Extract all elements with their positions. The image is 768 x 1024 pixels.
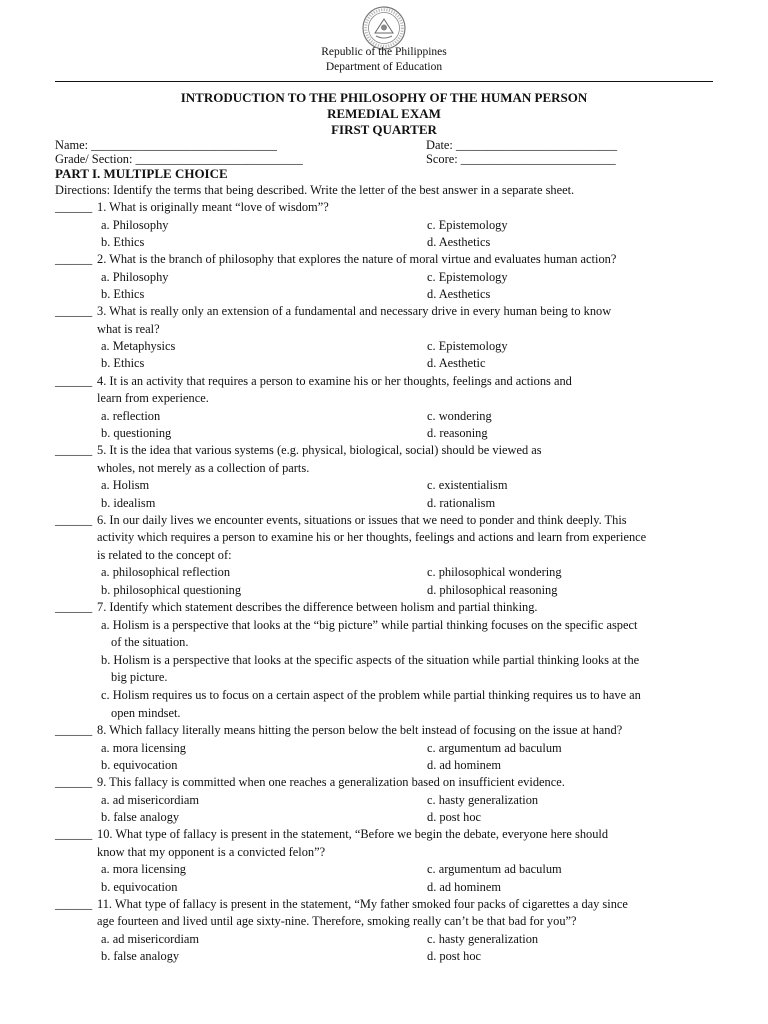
option-d: d. Aesthetics [427,234,491,249]
name-field[interactable]: Name: ______________________________ [55,138,277,152]
question-text-cont: learn from experience. [97,391,209,406]
option-c: c. hasty generalization [427,792,539,807]
option-d: d. philosophical reasoning [427,582,558,597]
option-c: c. argumentum ad baculum [427,862,562,877]
option-a: a. Metaphysics [101,339,176,354]
option-a: a. ad misericordiam [101,792,200,807]
question-6 [55,512,731,599]
question-5 [55,442,731,512]
option-b: b. idealism [101,495,156,510]
option-a: a. reflection [101,408,161,423]
option-a: a. Holism [101,478,150,493]
option-c: c. philosophical wondering [427,565,562,580]
option-b: b. Ethics [101,356,145,371]
header-republic: Republic of the Philippines [321,46,447,58]
question-text: 1. What is originally meant “love of wisdom”? [97,200,329,214]
answer-blank[interactable]: ______ [55,200,93,214]
option-b: b. Holism is a perspective that looks at the specific aspects of the situation while partial thinking looks at the big picture. [101,652,640,685]
answer-blank[interactable]: ______ [55,304,93,319]
question-text-cont: know that my opponent is a convicted felon”? [97,844,326,859]
header-department: Department of Education [325,61,443,73]
option-c: c. Holism requires us to focus on a certain aspect of the problem while partial thinking requires us to have an open mindset. [101,687,641,720]
option-c: c. Epistemology [427,339,508,354]
option-b: b. Ethics [101,234,145,249]
option-b: b. equivocation [101,757,178,772]
option-a: a. mora licensing [101,862,186,877]
question-list [55,199,731,599]
option-a: a. ad misericordiam [101,931,200,946]
question-10 [55,826,731,896]
answer-blank[interactable]: ______ [55,512,93,527]
option-a: a. Philosophy [101,269,169,284]
answer-blank[interactable]: ______ [55,827,93,842]
option-a: a. mora licensing [101,740,186,755]
answer-blank[interactable]: ______ [55,896,93,911]
option-b: b. equivocation [101,879,178,894]
part-heading: PART I. MULTIPLE CHOICE [55,166,228,181]
header-divider [55,81,713,82]
option-d: d. post hoc [427,810,482,825]
option-b: b. false analogy [101,810,180,825]
question-7 [55,599,731,722]
option-d: d. post hoc [427,949,482,964]
answer-blank[interactable]: ______ [55,600,93,615]
answer-blank[interactable]: ______ [55,443,93,458]
option-d: d. rationalism [427,495,496,510]
question-text: 8. Which fallacy literally means hitting the person below the belt instead of focusing on the issue at hand? [97,723,623,738]
question-text: 9. This fallacy is committed when one reaches a generalization based on insufficient evidence. [97,775,565,790]
answer-blank[interactable]: ______ [55,373,93,388]
question-text: 4. It is an activity that requires a person to examine his or her thoughts, feelings and actions and [97,373,572,388]
option-d: d. ad hominem [427,879,501,894]
exam-quarter-title: FIRST QUARTER [331,122,437,137]
option-b: b. false analogy [101,949,180,964]
option-c: c. wondering [427,408,492,423]
option-d: d. ad hominem [427,757,501,772]
option-b: b. philosophical questioning [101,582,242,597]
question-text: 6. In our daily lives we encounter events, situations or issues that we need to ponder and think deeply. This [97,512,627,527]
question-text-cont: what is real? [97,321,160,336]
directions: Directions: Identify the terms that being described. Write the letter of the best answer in a separate sheet. [55,183,575,197]
deped-seal-icon [362,6,406,50]
option-b: b. questioning [101,426,172,441]
question-text-cont: is related to the concept of: [97,547,232,562]
question-text: 10. What type of fallacy is present in the statement, “Before we begin the debate, everyone here should [97,827,609,842]
question-text: 3. What is really only an extension of a fundamental and necessary drive in every human being to know [97,304,612,319]
question-9 [55,774,731,826]
question-11 [55,896,731,966]
question-text: 7. Identify which statement describes the difference between holism and partial thinking. [97,600,538,615]
exam-body [55,166,731,966]
option-a: a. philosophical reflection [101,565,231,580]
answer-blank[interactable]: ______ [55,252,93,267]
exam-type-title: REMEDIAL EXAM [327,106,441,121]
option-c: c. Epistemology [427,269,508,284]
question-text-cont: age fourteen and lived until age sixty-nine. Therefore, smoking really can’t be that bad for you”? [97,914,577,929]
score-field[interactable]: Score: _________________________ [426,152,616,166]
question-4 [55,373,731,443]
question-1 [55,199,731,251]
option-d: d. Aesthetic [427,356,486,371]
answer-blank[interactable]: ______ [55,775,93,790]
option-b: b. Ethics [101,286,145,301]
option-a: a. Holism is a perspective that looks at the “big picture” while partial thinking focuses on the specific aspect of the situation. [101,617,638,650]
option-a: a. Philosophy [101,217,169,232]
exam-subject-title: INTRODUCTION TO THE PHILOSOPHY OF THE HUMAN PERSON [180,90,588,105]
answer-blank[interactable]: ______ [55,723,93,738]
question-3 [55,303,731,373]
option-d: d. reasoning [427,426,488,441]
option-c: c. existentialism [427,478,508,493]
question-list-2 [55,722,731,965]
question-text: 2. What is the branch of philosophy that explores the nature of moral virtue and evaluates human action? [97,252,617,267]
question-8 [55,722,731,774]
question-2 [55,251,731,303]
question-text-cont: activity which requires a person to examine his or her thoughts, feelings and actions and learn from experience [97,530,647,545]
question-text: 5. It is the idea that various systems (e.g. physical, biological, social) should be viewed as [97,443,542,458]
question-text: 11. What type of fallacy is present in the statement, “My father smoked four packs of cigarettes a day since [97,896,628,911]
grade-section-field[interactable]: Grade/ Section: ___________________________ [55,152,303,166]
question-text-cont: wholes, not merely as a collection of parts. [97,460,310,475]
option-d: d. Aesthetics [427,286,491,301]
option-c: c. hasty generalization [427,931,539,946]
date-field[interactable]: Date: __________________________ [426,138,618,152]
option-c: c. Epistemology [427,217,508,232]
option-c: c. argumentum ad baculum [427,740,562,755]
